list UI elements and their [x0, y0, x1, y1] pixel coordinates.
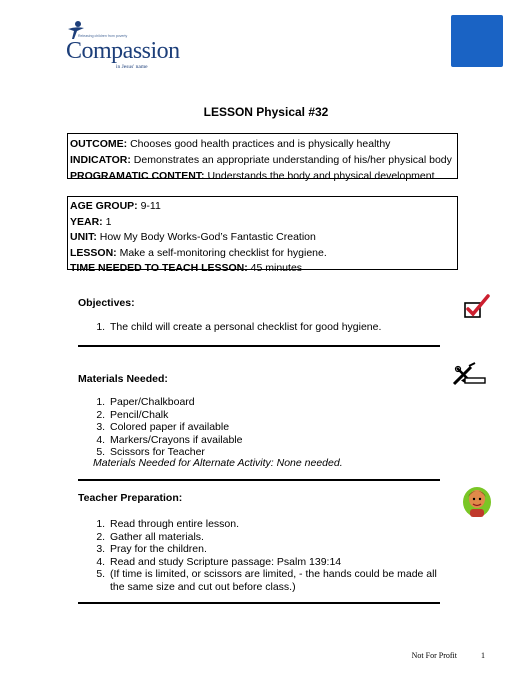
checkbox-check-icon — [463, 294, 491, 323]
indicator-row — [70, 152, 455, 168]
indicator-label: INDICATOR: — [70, 154, 131, 166]
divider — [78, 345, 440, 347]
logo-tagline: Releasing children from poverty — [78, 34, 128, 38]
list-item: 5. Scissors for Teacher — [108, 446, 438, 459]
list-item: 3. Pray for the children. — [108, 543, 438, 556]
compassion-logo — [52, 20, 180, 70]
preparation-list — [78, 518, 438, 593]
pencil-tools-icon — [451, 362, 487, 391]
logo-wordmark: Compassion — [66, 38, 180, 64]
content-row — [70, 168, 455, 184]
lesson-info-box — [67, 196, 458, 274]
unit-row — [70, 230, 455, 246]
materials-list — [78, 396, 438, 459]
list-item: 4. Markers/Crayons if available — [108, 434, 438, 447]
footer-label: Not For Profit — [411, 651, 457, 660]
unit-label: UNIT: — [70, 231, 97, 243]
lesson-label: LESSON: — [70, 246, 117, 259]
objectives-heading: Objectives: — [78, 297, 135, 309]
year-value: 1 — [102, 215, 112, 228]
preparation-heading: Teacher Preparation: — [78, 492, 183, 504]
age-label: AGE GROUP: — [70, 200, 138, 212]
year-row — [70, 215, 455, 231]
list-item: 3. Colored paper if available — [108, 421, 438, 434]
outcome-box — [67, 133, 458, 182]
time-row — [70, 261, 455, 277]
alternate-materials-note: Materials Needed for Alternate Activity: None needed. — [93, 457, 343, 469]
page-number: 1 — [481, 651, 485, 660]
list-item: 1. The child will create a personal checklist for good hygiene. — [108, 321, 438, 334]
list-item: 1. Read through entire lesson. — [108, 518, 438, 531]
list-item: 2. Gather all materials. — [108, 531, 438, 544]
time-label: TIME NEEDED TO TEACH LESSON: — [70, 262, 248, 274]
objectives-list — [78, 321, 438, 334]
time-value: 45 minutes — [247, 262, 303, 274]
unit-value: How My Body Works-God’s Fantastic Creation — [96, 231, 316, 243]
list-item: 5. (If time is limited, or scissors are limited, - the hands could be made all the same size and cut out before class.) — [108, 568, 438, 593]
materials-heading: Materials Needed: — [78, 373, 168, 385]
list-item: 1. Paper/Chalkboard — [108, 396, 438, 409]
age-value: 9-11 — [137, 200, 161, 212]
list-item: 2. Pencil/Chalk — [108, 409, 438, 422]
divider — [78, 602, 440, 604]
page-title: LESSON Physical #32 — [203, 105, 329, 119]
logo-subtitle: in Jesus' name — [116, 64, 148, 70]
content-value: Understands the body and physical development — [204, 170, 435, 182]
outcome-row — [70, 136, 455, 152]
list-item: 4. Read and study Scripture passage: Psalm 139:14 — [108, 556, 438, 569]
teacher-face-icon — [461, 485, 493, 522]
year-label: YEAR: — [70, 215, 103, 228]
divider — [78, 479, 440, 481]
outcome-value: Chooses good health practices and is physically healthy — [127, 138, 391, 150]
indicator-value: Demonstrates an appropriate understanding of his/her physical body — [130, 154, 452, 166]
content-label: PROGRAMATIC CONTENT: — [70, 170, 205, 182]
lesson-row — [70, 246, 455, 262]
outcome-label: OUTCOME: — [70, 138, 128, 150]
blue-block-graphic — [451, 15, 503, 67]
age-row — [70, 199, 455, 215]
lesson-value: Make a self-monitoring checklist for hygiene. — [116, 246, 327, 259]
